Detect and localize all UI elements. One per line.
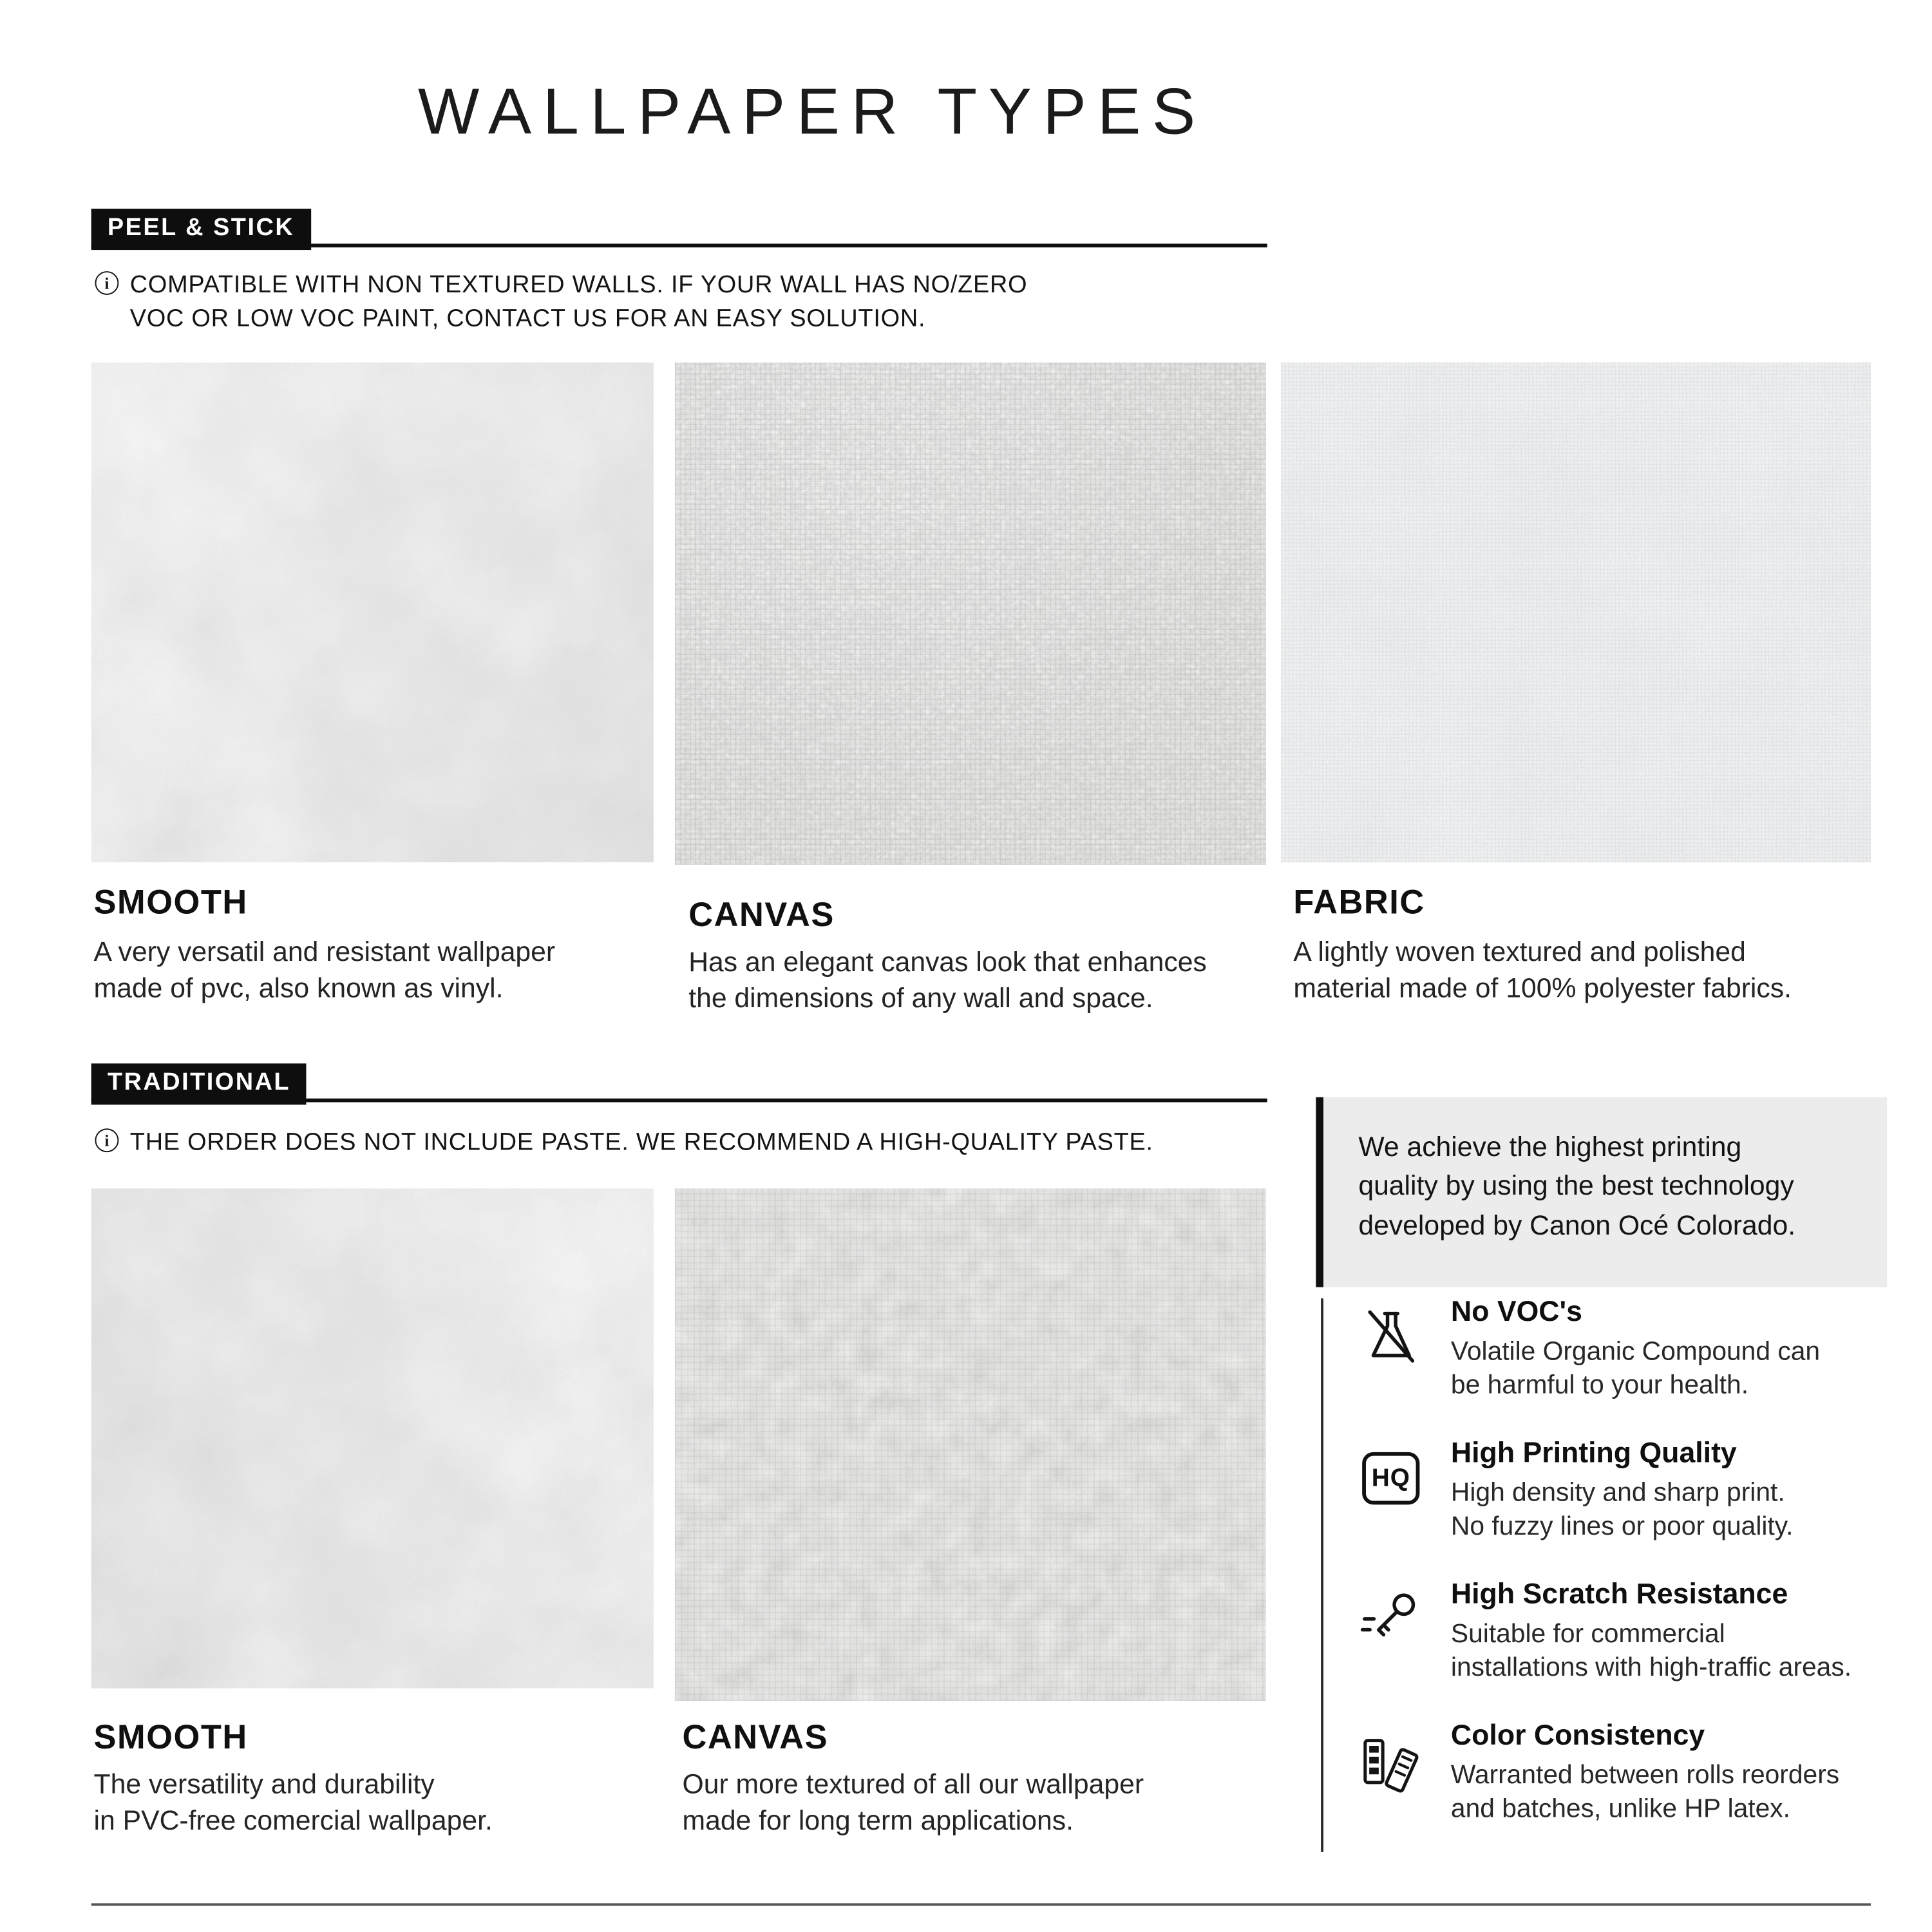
- note-line: THE ORDER DOES NOT INCLUDE PASTE. WE RECOMMEND A HIGH-QUALITY PASTE.: [129, 1128, 1153, 1156]
- feature-title: Color Consistency: [1450, 1718, 1705, 1751]
- feature-high-scratch-resistance: [1356, 1577, 1906, 1685]
- no-voc-icon: [1356, 1302, 1426, 1372]
- hq-icon-text: HQ: [1362, 1452, 1419, 1505]
- color-swatches-icon: [1356, 1726, 1426, 1796]
- statement-line: We achieve the highest printing: [1358, 1131, 1742, 1162]
- quality-statement-panel: [1316, 1097, 1887, 1287]
- feature-no-voc: [1356, 1294, 1906, 1402]
- note-line: VOC OR LOW VOC PAINT, CONTACT US FOR AN EASY SOLUTION.: [129, 305, 926, 332]
- swatch-description: [683, 1766, 1144, 1839]
- statement-line: quality by using the best technology: [1358, 1170, 1794, 1202]
- desc-line: Warranted between rolls reorders: [1450, 1761, 1840, 1790]
- feature-title: No VOC's: [1450, 1294, 1582, 1327]
- texture-grain: [91, 363, 654, 862]
- traditional-note: [95, 1126, 1153, 1159]
- note-line: COMPATIBLE WITH NON TEXTURED WALLS. IF YOUR WALL HAS NO/ZERO: [129, 271, 1028, 299]
- desc-line: Our more textured of all our wallpaper: [682, 1768, 1144, 1800]
- swatch-title: SMOOTH: [93, 1718, 248, 1756]
- desc-line: No fuzzy lines or poor quality.: [1450, 1511, 1794, 1540]
- desc-line: be harmful to your health.: [1450, 1370, 1749, 1399]
- desc-line: material made of 100% polyester fabrics.: [1293, 972, 1792, 1004]
- hq-icon: [1356, 1443, 1426, 1513]
- desc-line: Has an elegant canvas look that enhances: [688, 945, 1207, 978]
- feature-high-printing-quality: [1356, 1436, 1906, 1544]
- swatch-description: [94, 934, 556, 1007]
- desc-line: Volatile Organic Compound can: [1450, 1337, 1821, 1366]
- section-badge-traditional: TRADITIONAL: [91, 1063, 307, 1104]
- desc-line: The versatility and durability: [93, 1768, 435, 1800]
- feature-description: [1451, 1477, 1794, 1544]
- texture-grain: [91, 1188, 654, 1688]
- swatch-description: [688, 943, 1207, 1016]
- feature-title: High Scratch Resistance: [1450, 1577, 1788, 1610]
- feature-description: [1451, 1336, 1820, 1402]
- peel-stick-note: [95, 269, 1027, 336]
- page-title: WALLPAPER TYPES: [417, 76, 1207, 149]
- statement-line: developed by Canon Océ Colorado.: [1358, 1209, 1796, 1241]
- desc-line: Suitable for commercial: [1450, 1619, 1725, 1649]
- feature-description: [1451, 1618, 1852, 1685]
- swatch-title: SMOOTH: [93, 883, 248, 922]
- feature-title: High Printing Quality: [1450, 1435, 1737, 1469]
- desc-line: A lightly woven textured and polished: [1293, 936, 1746, 967]
- swatch-title: CANVAS: [682, 1718, 829, 1756]
- desc-line: in PVC-free comercial wallpaper.: [93, 1804, 493, 1836]
- swatch-image-peel-fabric: [1281, 363, 1871, 862]
- desc-line: installations with high-traffic areas.: [1450, 1653, 1852, 1682]
- texture-grain: [675, 363, 1266, 865]
- feature-color-consistency: [1356, 1718, 1906, 1826]
- swatch-title: FABRIC: [1293, 883, 1425, 922]
- info-icon: i: [95, 271, 118, 295]
- features-divider: [1321, 1298, 1323, 1852]
- section-badge-peel-stick: PEEL & STICK: [91, 209, 311, 250]
- swatch-image-traditional-smooth: [91, 1188, 654, 1688]
- swatch-image-peel-canvas: [675, 363, 1266, 865]
- desc-line: High density and sharp print.: [1450, 1478, 1785, 1508]
- texture-grain: [1281, 363, 1871, 862]
- bottom-rule: [91, 1903, 1871, 1905]
- feature-description: [1451, 1759, 1839, 1826]
- swatch-image-traditional-canvas: [675, 1188, 1266, 1701]
- info-icon: i: [95, 1128, 118, 1152]
- swatch-description: [1293, 934, 1792, 1007]
- desc-line: A very versatil and resistant wallpaper: [93, 936, 556, 967]
- swatch-image-peel-smooth: [91, 363, 654, 862]
- desc-line: and batches, unlike HP latex.: [1450, 1794, 1791, 1823]
- texture-grain: [675, 1188, 1266, 1701]
- swatch-description: [94, 1766, 493, 1839]
- key-icon: [1356, 1585, 1426, 1655]
- desc-line: made for long term applications.: [682, 1804, 1074, 1836]
- desc-line: made of pvc, also known as vinyl.: [93, 972, 504, 1004]
- desc-line: the dimensions of any wall and space.: [688, 982, 1153, 1014]
- swatch-title: CANVAS: [688, 896, 835, 934]
